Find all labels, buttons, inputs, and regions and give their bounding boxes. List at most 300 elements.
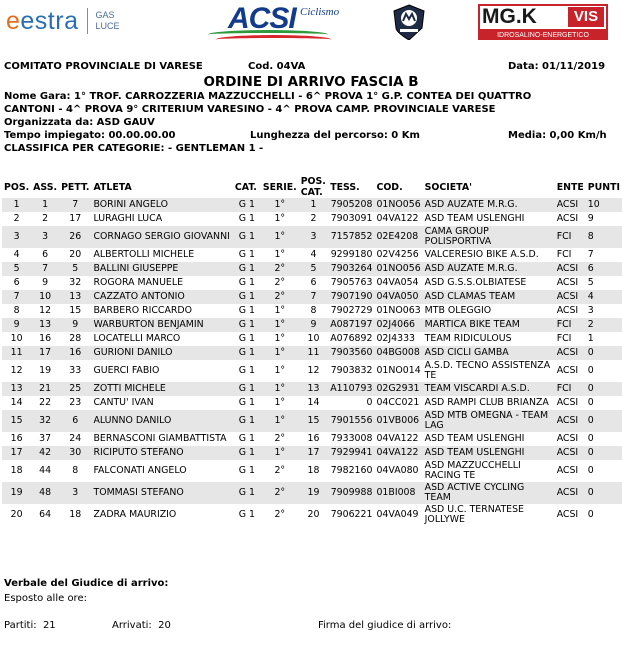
cell-cat: G 1 (238, 465, 255, 476)
cell-pos-cat: 20 (307, 509, 320, 520)
cell-cod: 02E4208 (374, 226, 422, 248)
cell-ente: ACSI (555, 410, 586, 432)
cell-pos: 7 (2, 290, 31, 304)
cell-pos: 6 (13, 277, 20, 288)
cell-punti: 6 (586, 262, 622, 276)
cell-ass: 42 (31, 446, 59, 460)
cell-cod: 04VA050 (374, 290, 422, 304)
cell-serie: 1° (274, 333, 286, 344)
cell-ass: 22 (39, 397, 52, 408)
table-row (2, 360, 622, 382)
cell-atleta: GUERCI FABIO (93, 365, 160, 376)
cell-pett: 24 (69, 433, 82, 444)
cell-societa: MARTICA BIKE TEAM (423, 318, 555, 332)
cell-serie: 2° (274, 277, 286, 288)
cell-pos-cat: 1 (299, 198, 329, 212)
cell-pos: 11 (2, 346, 31, 360)
cell-serie: 2° (274, 465, 286, 476)
cell-atleta: BERNASCONI GIAMBATTISTA (93, 433, 227, 444)
cell-ass: 17 (31, 346, 59, 360)
cell-pos-cat: 13 (299, 382, 329, 396)
cell-societa: A.S.D. TECNO ASSISTENZA TE (424, 360, 551, 381)
cell-pett: 3 (59, 482, 91, 504)
cell-serie: 2° (261, 482, 299, 504)
cell-ente: ACSI (556, 213, 579, 224)
cell-atleta: LOCATELLI MARCO (93, 333, 181, 344)
time-taken: Tempo impiegato: 00.00.00.00 (4, 130, 176, 141)
cell-tess: 0 (366, 397, 373, 408)
cell-pos: 10 (10, 333, 23, 344)
cell-cat: G 1 (238, 249, 255, 260)
riders-arrived: Arrivati: 20 (112, 620, 171, 631)
cell-punti: 5 (587, 277, 594, 288)
cell-pett: 13 (59, 290, 91, 304)
cell-tess: 7933008 (330, 433, 373, 444)
table-row (2, 332, 622, 346)
cell-tess: 7907190 (328, 290, 374, 304)
cell-pos-cat: 14 (307, 397, 320, 408)
cell-cod: 04VA054 (376, 277, 419, 288)
cell-ass: 44 (39, 465, 52, 476)
cell-ass: 10 (31, 290, 59, 304)
cell-serie: 1° (274, 213, 286, 224)
col-cat: CAT. (234, 181, 257, 193)
cell-punti: 9 (587, 213, 594, 224)
cell-cod: 02J4066 (374, 318, 422, 332)
cell-punti: 1 (587, 333, 594, 344)
cell-societa: ASD AUZATE M.R.G. (423, 198, 555, 212)
cell-punti: 3 (587, 305, 594, 316)
cell-ass: 1 (31, 198, 59, 212)
mgkvis-tagline: IDROSALINO-ENERGETICO (478, 31, 608, 40)
table-row (2, 460, 622, 482)
cell-serie: 1° (261, 410, 299, 432)
table-row (2, 382, 622, 396)
cell-societa: ASD U.C. TERNATESE JOLLYWE (424, 504, 524, 525)
table-row (2, 396, 622, 410)
cell-societa: ASD AUZATE M.R.G. (423, 262, 555, 276)
cell-societa: ASD CLAMAS TEAM (423, 290, 555, 304)
cell-pos: 5 (2, 262, 31, 276)
cell-ass: 19 (39, 365, 52, 376)
cell-punti: 10 (586, 198, 622, 212)
cell-pos-cat: 9 (299, 318, 329, 332)
estra-gas-luce: GAS LUCE (95, 10, 120, 31)
cell-pos-cat: 19 (299, 482, 329, 504)
cell-punti: 0 (586, 346, 622, 360)
cell-cod: 04VA122 (376, 433, 419, 444)
cell-serie: 2° (261, 290, 299, 304)
cell-ente: ACSI (556, 433, 579, 444)
cell-punti: 8 (586, 226, 622, 248)
cell-tess: 7157852 (328, 226, 374, 248)
estra-logo (6, 6, 120, 36)
cell-ente: ACSI (555, 446, 586, 460)
cell-cod: 04VA049 (376, 509, 419, 520)
col-ente: ENTE (556, 181, 584, 193)
cell-tess: 7982160 (330, 465, 373, 476)
cell-tess: 7906221 (330, 509, 373, 520)
cell-serie: 1° (261, 346, 299, 360)
cell-pos: 2 (13, 213, 20, 224)
table-row (2, 504, 622, 526)
cell-pett: 30 (59, 446, 91, 460)
cell-punti: 0 (586, 410, 622, 432)
cell-serie: 1° (261, 446, 299, 460)
cell-pos-cat: 5 (299, 262, 329, 276)
acsi-sub: Ciclismo (300, 6, 340, 18)
cell-cat: G 1 (238, 365, 255, 376)
cell-punti: 0 (587, 509, 594, 520)
cell-punti: 4 (586, 290, 622, 304)
cell-cat: G 1 (233, 198, 261, 212)
cell-pett: 7 (59, 198, 91, 212)
cell-cat: G 1 (238, 305, 255, 316)
table-row (2, 346, 622, 360)
cell-pett: 28 (69, 333, 82, 344)
cell-tess: 9299180 (330, 249, 373, 260)
judge-signature: Firma del giudice di arrivo: (318, 620, 452, 631)
cell-ente: ACSI (555, 290, 586, 304)
col-serie: SERIE. (262, 181, 297, 193)
cell-ass: 7 (31, 262, 59, 276)
cell-ente: FCI (556, 249, 572, 260)
cell-cod: 01NO056 (376, 263, 421, 274)
cell-ass: 37 (39, 433, 52, 444)
cell-serie: 1° (261, 226, 299, 248)
cell-atleta: CANTU' IVAN (93, 397, 154, 408)
cell-ente: ACSI (556, 277, 579, 288)
cell-pos-cat: 18 (307, 465, 320, 476)
cell-cod: 01VB006 (374, 410, 422, 432)
cell-ente: ACSI (556, 365, 579, 376)
cell-pett: 33 (69, 365, 82, 376)
cell-serie: 2° (274, 509, 286, 520)
table-row (2, 290, 622, 304)
cell-cat: G 1 (233, 446, 261, 460)
cell-atleta: ROGORA MANUELE (93, 277, 183, 288)
cell-serie: 1° (274, 305, 286, 316)
cell-tess: 7903832 (330, 365, 373, 376)
cell-ente: ACSI (556, 465, 579, 476)
cell-pos: 19 (2, 482, 31, 504)
cell-pos: 8 (13, 305, 20, 316)
table-row (2, 482, 622, 504)
cell-pos-cat: 7 (299, 290, 329, 304)
table-row (2, 432, 622, 446)
cell-cod: 02J4333 (376, 333, 416, 344)
table-row (2, 304, 622, 318)
cell-cat: G 1 (238, 509, 255, 520)
race-name-line1: Nome Gara: 1° TROF. CARROZZERIA MAZZUCCHELLI - 6^ PROVA 1° G.P. CONTEA DEI QUATTRO (4, 91, 532, 102)
cell-tess: 7909988 (328, 482, 374, 504)
committee-code: Cod. 04VA (248, 61, 306, 72)
cell-societa: TEAM VISCARDI A.S.D. (423, 382, 555, 396)
cell-cod: 01NO063 (376, 305, 421, 316)
cell-societa: CAMA GROUP POLISPORTIVA (423, 226, 555, 248)
cell-societa: TEAM RIDICULOUS (424, 333, 512, 344)
logo-bar (0, 0, 622, 48)
cell-societa: ASD TEAM USLENGHI (424, 433, 525, 444)
acsi-wordmark: ACSI (228, 2, 296, 35)
cell-atleta: TOMMASI STEFANO (91, 482, 232, 504)
organizer: Organizzata da: ASD GAUV (4, 117, 155, 128)
category-classification: CLASSIFICA PER CATEGORIE: - GENTLEMAN 1 - (4, 143, 264, 154)
cell-societa: VALCERESIO BIKE A.S.D. (424, 249, 539, 260)
cell-atleta: ZADRA MAURIZIO (93, 509, 177, 520)
cell-cat: G 1 (238, 333, 255, 344)
col-pos-cat: POS. CAT. (300, 176, 326, 198)
cell-pett: 17 (69, 213, 82, 224)
cell-ass: 16 (39, 333, 52, 344)
cell-tess: 7905208 (328, 198, 374, 212)
cell-pett: 16 (59, 346, 91, 360)
cell-pos-cat: 6 (310, 277, 317, 288)
cell-punti: 0 (587, 433, 594, 444)
cell-atleta: LURAGHI LUCA (93, 213, 163, 224)
cell-atleta: CORNAGO SERGIO GIOVANNI (91, 226, 232, 248)
col-societa: SOCIETA' (424, 181, 472, 193)
cell-pos-cat: 3 (299, 226, 329, 248)
cell-cat: G 1 (233, 410, 261, 432)
club-badge-icon (392, 4, 426, 40)
exposed-time: Esposto alle ore: (4, 593, 87, 604)
cell-pos: 12 (10, 365, 23, 376)
cell-pos: 15 (2, 410, 31, 432)
cell-atleta: ALUNNO DANILO (91, 410, 232, 432)
cell-pos: 13 (2, 382, 31, 396)
col-cod: COD. (376, 181, 403, 193)
cell-pett: 5 (59, 262, 91, 276)
cell-cod: 04VA122 (374, 446, 422, 460)
race-name-line2: CANTONI - 4^ PROVA 9° CRITERIUM VARESINO - 4^ PROVA CAMP. PROVINCIALE VARESE (4, 104, 496, 115)
cell-tess: 7903264 (328, 262, 374, 276)
cell-ente: FCI (555, 318, 586, 332)
cell-cat: G 1 (233, 382, 261, 396)
cell-cod: 04VA080 (376, 465, 419, 476)
cell-pos-cat: 12 (307, 365, 320, 376)
cell-ass: 2 (42, 213, 49, 224)
cell-ass: 32 (31, 410, 59, 432)
cell-pos: 14 (10, 397, 23, 408)
cell-ente: FCI (556, 333, 572, 344)
cell-societa: MTB OLEGGIO (424, 305, 492, 316)
cell-pos-cat: 8 (310, 305, 317, 316)
cell-serie: 1° (274, 397, 286, 408)
col-punti: PUNTI (587, 181, 620, 193)
race-date: Data: 01/11/2019 (508, 61, 606, 72)
table-row (2, 198, 622, 212)
cell-cod: 01NO056 (376, 199, 421, 210)
cell-pett: 9 (59, 318, 91, 332)
cell-pos-cat: 2 (310, 213, 317, 224)
cell-cat: G 1 (238, 213, 255, 224)
cell-cat: G 1 (233, 262, 261, 276)
cell-tess: A076892 (330, 333, 373, 344)
course-length: Lunghezza del percorso: 0 Km (250, 130, 420, 141)
cell-ente: FCI (555, 382, 586, 396)
cell-societa: ASD TEAM USLENGHI (424, 213, 525, 224)
cell-ente: ACSI (555, 482, 586, 504)
cell-pett: 25 (59, 382, 91, 396)
cell-serie: 2° (274, 433, 286, 444)
cell-pos-cat: 10 (307, 333, 320, 344)
cell-serie: 1° (274, 249, 286, 260)
cell-atleta: BALLINI GIUSEPPE (91, 262, 232, 276)
cell-cod: 02V4256 (376, 249, 419, 260)
cell-cat: G 1 (233, 318, 261, 332)
cell-pos-cat: 4 (310, 249, 317, 260)
acsi-red-swoosh (216, 35, 331, 44)
cell-atleta: WARBURTON BENJAMIN (91, 318, 232, 332)
cell-cod: 04BG008 (374, 346, 422, 360)
cell-serie: 1° (261, 382, 299, 396)
cell-cod: 01BI008 (374, 482, 422, 504)
cell-ente: ACSI (556, 509, 579, 520)
cell-tess: 7902729 (330, 305, 373, 316)
cell-punti: 0 (586, 382, 622, 396)
cell-cod: 01NO014 (376, 365, 421, 376)
table-row (2, 262, 622, 276)
cell-pett: 6 (59, 410, 91, 432)
table-row (2, 410, 622, 432)
cell-atleta: ALBERTOLLI MICHELE (93, 249, 195, 260)
col-atleta: ATLETA (93, 181, 132, 193)
average-speed: Media: 0,00 Km/h (508, 130, 607, 141)
cell-pos: 1 (2, 198, 31, 212)
cell-ass: 13 (31, 318, 59, 332)
cell-cod: 04VA122 (376, 213, 419, 224)
cell-punti: 7 (587, 249, 594, 260)
table-row (2, 212, 622, 226)
cell-ass: 48 (31, 482, 59, 504)
cell-serie: 1° (274, 365, 286, 376)
cell-atleta: BORINI ANGELO (91, 198, 232, 212)
cell-ass: 3 (31, 226, 59, 248)
cell-punti: 0 (587, 397, 594, 408)
cell-pett: 23 (69, 397, 82, 408)
cell-pett: 8 (72, 465, 79, 476)
cell-cat: G 1 (233, 290, 261, 304)
cell-ass: 9 (42, 277, 49, 288)
table-row (2, 446, 622, 460)
cell-ente: ACSI (556, 397, 579, 408)
riders-started: Partiti: 21 (4, 620, 56, 631)
cell-pett: 26 (59, 226, 91, 248)
cell-punti: 2 (586, 318, 622, 332)
col-tess: TESS. (330, 181, 360, 193)
table-row (2, 248, 622, 262)
cell-punti: 0 (587, 365, 594, 376)
cell-ente: ACSI (555, 198, 586, 212)
cell-pos: 9 (2, 318, 31, 332)
cell-pett: 32 (69, 277, 82, 288)
cell-pett: 18 (69, 509, 82, 520)
table-header-row (2, 176, 622, 198)
cell-societa: ASD CICLI GAMBA (423, 346, 555, 360)
cell-serie: 1° (261, 198, 299, 212)
cell-ente: ACSI (555, 346, 586, 360)
cell-cat: G 1 (238, 397, 255, 408)
mgkvis-logo (478, 4, 608, 40)
cell-pos-cat: 11 (299, 346, 329, 360)
cell-pos: 20 (10, 509, 23, 520)
cell-atleta: CAZZATO ANTONIO (91, 290, 232, 304)
cell-pos: 17 (2, 446, 31, 460)
cell-punti: 0 (586, 482, 622, 504)
cell-tess: 7903560 (328, 346, 374, 360)
cell-atleta: RICIPUTO STEFANO (91, 446, 232, 460)
cell-atleta: ZOTTI MICHELE (91, 382, 232, 396)
cell-ass: 6 (42, 249, 49, 260)
col-pos: POS. (4, 181, 30, 193)
cell-cat: G 1 (233, 346, 261, 360)
cell-ass: 21 (31, 382, 59, 396)
col-ass: ASS. (33, 181, 58, 193)
cell-pos-cat: 17 (299, 446, 329, 460)
cell-societa: ASD G.S.S.OLBIATESE (424, 277, 527, 288)
cell-ente: ACSI (555, 262, 586, 276)
col-pett: PETT. (61, 181, 90, 193)
committee-name: COMITATO PROVINCIALE DI VARESE (4, 61, 203, 72)
cell-societa: ASD ACTIVE CYCLING TEAM (423, 482, 555, 504)
cell-pos: 3 (2, 226, 31, 248)
judge-report-title: Verbale del Giudice di arrivo: (4, 578, 169, 589)
cell-tess: 7929941 (328, 446, 374, 460)
cell-cat: G 1 (238, 277, 255, 288)
cell-societa: ASD RAMPI CLUB BRIANZA (424, 397, 549, 408)
table-row (2, 276, 622, 290)
acsi-ciclismo-logo (206, 0, 340, 42)
cell-pos-cat: 16 (307, 433, 320, 444)
cell-societa: ASD TEAM USLENGHI (423, 446, 555, 460)
cell-serie: 2° (261, 262, 299, 276)
cell-punti: 0 (587, 465, 594, 476)
cell-tess: A087197 (330, 319, 373, 330)
cell-pos: 4 (13, 249, 20, 260)
cell-punti: 0 (586, 446, 622, 460)
cell-tess: 7905763 (330, 277, 373, 288)
mgkvis-vis: VIS (568, 7, 604, 27)
cell-atleta: FALCONATI ANGELO (93, 465, 187, 476)
cell-cat: G 1 (233, 482, 261, 504)
cell-cat: G 1 (238, 433, 255, 444)
cell-cod: 04CC021 (376, 397, 420, 408)
cell-pos-cat: 15 (299, 410, 329, 432)
estra-divider (87, 8, 88, 34)
cell-ente: ACSI (556, 305, 579, 316)
cell-cod: 02G2931 (374, 382, 422, 396)
cell-cat: G 1 (233, 226, 261, 248)
cell-ente: FCI (555, 226, 586, 248)
mgkvis-brand: MG.K (482, 5, 537, 28)
cell-serie: 1° (261, 318, 299, 332)
page-title: ORDINE DI ARRIVO FASCIA B (203, 74, 419, 90)
cell-societa: ASD MTB OMEGNA - TEAM LAG (423, 410, 555, 432)
cell-atleta: GURIONI DANILO (91, 346, 232, 360)
cell-pett: 15 (69, 305, 82, 316)
cell-societa: ASD MAZZUCCHELLI RACING TE (424, 460, 521, 481)
cell-tess: 7901556 (328, 410, 374, 432)
cell-pos: 18 (10, 465, 23, 476)
cell-atleta: BARBERO RICCARDO (93, 305, 192, 316)
cell-ass: 64 (39, 509, 52, 520)
cell-pett: 20 (69, 249, 82, 260)
estra-wordmark: eestra (6, 6, 79, 35)
cell-pos: 16 (10, 433, 23, 444)
table-row (2, 318, 622, 332)
cell-ass: 12 (39, 305, 52, 316)
